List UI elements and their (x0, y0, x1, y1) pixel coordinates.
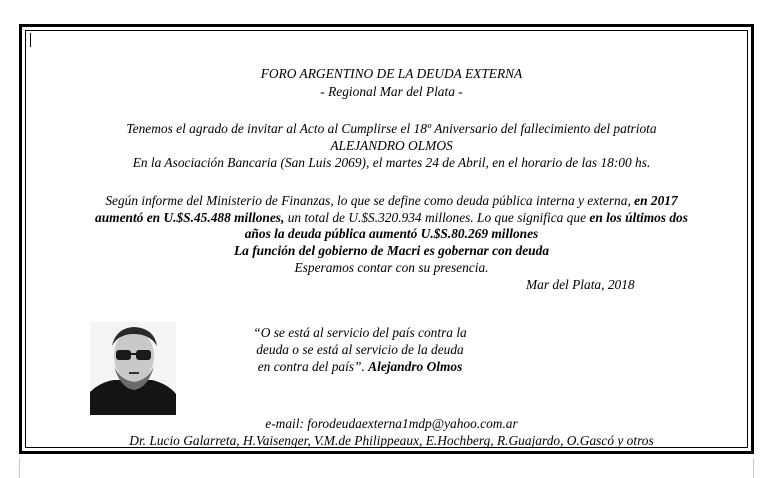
quote-line-2: deuda o se está al servicio de la deuda (256, 342, 464, 357)
quote-text-3a: en contra del país”. (257, 359, 369, 374)
report-line-4 (25, 243, 758, 258)
honoree-name: ALEJANDRO OLMOS (330, 138, 453, 153)
page-edge-left (19, 458, 20, 478)
event-location-date: En la Asociación Bancaria (San Luis 2069), el martes 24 de Abril, en el horario de las 18:00 hs. (132, 155, 651, 170)
report-text-2b: un total de U.$S.320.934 millones. Lo que significa que (284, 210, 590, 225)
regional-subtitle: - Regional Mar del Plata - (320, 84, 463, 99)
portrait-photo (90, 322, 176, 415)
invitation-line-1: Tenemos el agrado de invitar al Acto al Cumplirse el 18º Aniversario del fallecimiento del patriota (126, 121, 657, 136)
report-text-2a: aumentó en U.$S.45.488 millones, (95, 210, 285, 225)
contact-email: e-mail: forodeudaexterna1mdp@yahoo.com.ar (265, 416, 518, 431)
signatories: Dr. Lucio Galarreta, H.Vaisenger, V.M.de Philippeaux, E.Hochberg, R.Guajardo, O.Gascó y otros (129, 433, 654, 448)
report-line-2 (25, 210, 758, 225)
report-text-4: La función del gobierno de Macri es gobernar con deuda (233, 243, 550, 258)
quote-author: Alejandro Olmos (368, 359, 463, 374)
place-date: Mar del Plata, 2018 (526, 277, 635, 292)
report-line-3 (25, 226, 758, 241)
quote-line-1: “O se está al servicio del país contra la (253, 325, 467, 340)
report-text-2c: en los últimos dos (589, 210, 688, 225)
report-text-1b: en 2017 (634, 193, 678, 208)
closing-line: Esperamos contar con su presencia. (294, 260, 489, 275)
text-cursor (30, 33, 31, 47)
report-line-1 (25, 193, 758, 208)
quote-line-3 (190, 359, 530, 374)
page-edge-right (753, 458, 754, 478)
report-text-3: años la deuda pública aumentó U.$S.80.269 millones (244, 226, 539, 241)
report-text-1a: Según informe del Ministerio de Finanzas, lo que se define como deuda pública interna y externa, (105, 193, 635, 208)
org-title: FORO ARGENTINO DE LA DEUDA EXTERNA (260, 66, 523, 81)
